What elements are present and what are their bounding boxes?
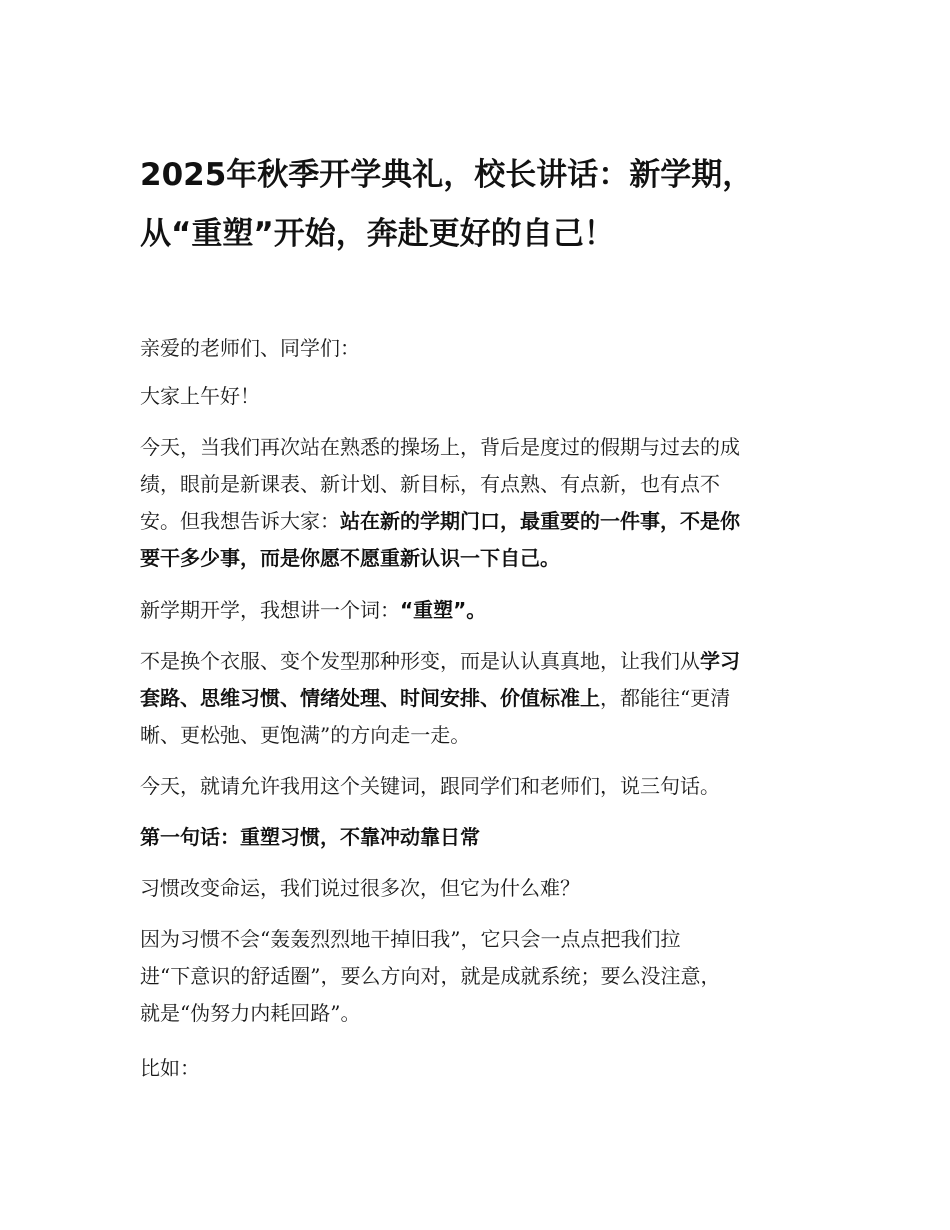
intro-line-3 <box>140 503 800 540</box>
keyword-bold: “重塑”。 <box>400 598 487 622</box>
example-paragraph <box>140 1050 800 1087</box>
greeting-paragraph <box>140 330 800 367</box>
morning-text: 大家上午好！ <box>140 384 260 408</box>
reshape-paragraph <box>140 643 800 754</box>
reshape-line-2 <box>140 680 800 717</box>
reshape-line-2-text: ，都能往“更清 <box>600 686 731 710</box>
habit-explain-line-2: 进“下意识的舒适圈”，要么方向对，就是成就系统；要么没注意， <box>140 964 721 988</box>
morning-paragraph <box>140 378 800 415</box>
keyword-paragraph <box>140 592 800 629</box>
intro-line-4: 要干多少事，而是你愿不愿重新认识一下自己。 <box>140 546 560 570</box>
habit-explain-paragraph <box>140 921 800 1032</box>
title-line-1: 2025年秋季开学典礼，校长讲话：新学期， <box>140 157 754 193</box>
reshape-line-2-bold: 套路、思维习惯、情绪处理、时间安排、价值标准上 <box>140 686 600 710</box>
example-text: 比如： <box>140 1056 200 1080</box>
three-points-text: 今天，就请允许我用这个关键词，跟同学们和老师们，说三句话。 <box>140 774 720 798</box>
habit-question-paragraph <box>140 870 800 907</box>
habit-explain-line-3: 就是“伪努力内耗回路”。 <box>140 1001 361 1025</box>
intro-line-2: 绩，眼前是新课表、新计划、新目标，有点熟、有点新，也有点不 <box>140 472 720 496</box>
greeting-text: 亲爱的老师们、同学们： <box>140 336 360 360</box>
section-heading-1-text: 第一句话：重塑习惯，不靠冲动靠日常 <box>140 825 480 849</box>
habit-question-text: 习惯改变命运，我们说过很多次，但它为什么难？ <box>140 876 580 900</box>
section-heading-1 <box>140 819 800 856</box>
three-points-paragraph <box>140 768 800 805</box>
reshape-line-1 <box>140 643 800 680</box>
page-title <box>140 146 810 264</box>
intro-line-1: 今天，当我们再次站在熟悉的操场上，背后是度过的假期与过去的成 <box>140 435 740 459</box>
reshape-line-1-text: 不是换个衣服、变个发型那种形变，而是认认真真地，让我们从 <box>140 649 700 673</box>
intro-line-3-text: 安。但我想告诉大家： <box>140 509 340 533</box>
title-line-2: 从“重塑”开始，奔赴更好的自己！ <box>140 216 615 252</box>
reshape-line-1-bold: 学习 <box>700 649 740 673</box>
keyword-text: 新学期开学，我想讲一个词： <box>140 598 400 622</box>
keyword-line <box>140 592 800 629</box>
habit-explain-line-1: 因为习惯不会“轰轰烈烈地干掉旧我”，它只会一点点把我们拉 <box>140 927 681 951</box>
intro-paragraph <box>140 429 800 577</box>
intro-line-3-bold: 站在新的学期门口，最重要的一件事，不是你 <box>340 509 740 533</box>
reshape-line-3: 晰、更松弛、更饱满”的方向走一走。 <box>140 723 471 747</box>
